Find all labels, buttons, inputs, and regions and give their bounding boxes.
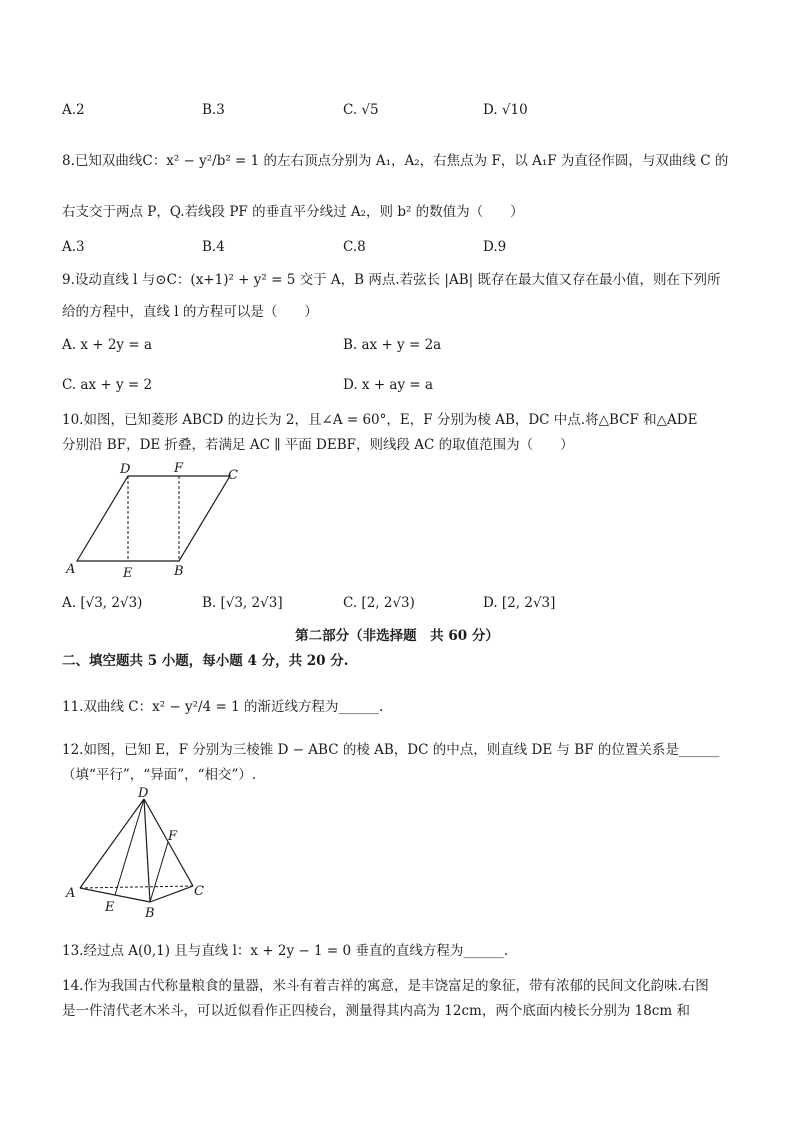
q8-line-1: 8.已知双曲线C：x² − y²/b² = 1 的左右顶点分别为 A₁，A₂，右焦点为 F，以 A₁F 为直径作圆，与双曲线 C 的 — [62, 153, 729, 169]
label-f: F — [174, 461, 184, 476]
q10-line-2: 分别沿 BF，DE 折叠，若满足 AC ∥ 平面 DEBF，则线段 AC 的取值范围为（ ） — [62, 437, 574, 453]
q9-option-d: D. x + ay = a — [343, 377, 434, 393]
label-e: E — [123, 566, 133, 580]
part-2-title: 第二部分（非选择题 共 60 分） — [295, 628, 499, 644]
label-a: A — [66, 562, 76, 577]
rhombus-figure — [62, 455, 262, 580]
q10-option-a: A. [√3, 2√3) — [62, 595, 143, 611]
pyramid-figure — [62, 785, 222, 930]
label-c: C — [194, 884, 204, 899]
label-e: E — [105, 900, 115, 915]
q8-option-a: A.3 — [62, 239, 85, 255]
q8-option-d: D.9 — [483, 239, 507, 255]
q9-line-2: 给的方程中，直线 l 的方程可以是（ ） — [62, 304, 318, 320]
q7-option-a: A.2 — [62, 102, 85, 118]
q11-line: 11.双曲线 C：x² − y²/4 = 1 的渐近线方程为______. — [62, 699, 384, 715]
q8-option-b: B.4 — [202, 239, 225, 255]
q14-line-2: 是一件清代老木米斗，可以近似看作正四棱台，测量得其内高为 12cm，两个底面内棱长分别为 18cm 和 — [62, 1003, 690, 1019]
q9-option-a: A. x + 2y = a — [62, 337, 152, 353]
q13-line: 13.经过点 A(0,1) 且与直线 l：x + 2y − 1 = 0 垂直的直线方程为______. — [62, 943, 509, 959]
q7-option-d: D. √10 — [483, 102, 528, 118]
edge-da — [80, 799, 144, 888]
segment-de — [115, 799, 144, 895]
q12-line-2: （填“平行”，“异面”，“相交”）. — [62, 767, 257, 783]
q10-option-b: B. [√3, 2√3] — [202, 595, 283, 611]
q12-line-1: 12.如图，已知 E，F 分别为三棱锥 D − ABC 的棱 AB，DC 的中点，则直线 DE 与 BF 的位置关系是______ — [62, 742, 720, 758]
q7-option-b: B.3 — [202, 102, 225, 118]
edge-bc — [150, 886, 193, 902]
rhombus-abcd — [77, 476, 230, 561]
label-a: A — [66, 886, 76, 901]
q14-line-1: 14.作为我国古代称量粮食的量器，米斗有着吉祥的寓意，是丰饶富足的象征，带有浓郁的民间文化韵味.右图 — [62, 978, 709, 994]
label-f: F — [168, 829, 178, 844]
q10-line-1: 10.如图，已知菱形 ABCD 的边长为 2，且∠A = 60°，E，F 分别为棱 AB，DC 中点.将△BCF 和△ADE — [62, 412, 698, 428]
edge-ac-hidden — [80, 886, 193, 888]
q7-option-c: C. √5 — [343, 102, 379, 118]
q10-option-c: C. [2, 2√3) — [343, 595, 415, 611]
label-c: C — [228, 468, 238, 483]
q10-option-d: D. [2, 2√3] — [483, 595, 556, 611]
label-b: B — [145, 906, 155, 921]
q9-line-1: 9.设动直线 l 与⊙C：(x+1)² + y² = 5 交于 A，B 两点.若弦长 |AB| 既存在最大值又存在最小值，则在下列所 — [62, 272, 721, 288]
q9-option-c: C. ax + y = 2 — [62, 377, 153, 393]
q8-option-c: C.8 — [343, 239, 366, 255]
q9-option-b: B. ax + y = 2a — [343, 337, 442, 353]
segment-bf — [150, 842, 168, 902]
label-d: D — [120, 462, 131, 477]
section-2-title: 二、填空题共 5 小题，每小题 4 分，共 20 分. — [62, 653, 349, 669]
label-b: B — [174, 564, 184, 579]
q8-line-2: 右支交于两点 P，Q.若线段 PF 的垂直平分线过 A₂，则 b² 的数值为（ ） — [62, 204, 524, 220]
label-d: D — [138, 786, 149, 801]
